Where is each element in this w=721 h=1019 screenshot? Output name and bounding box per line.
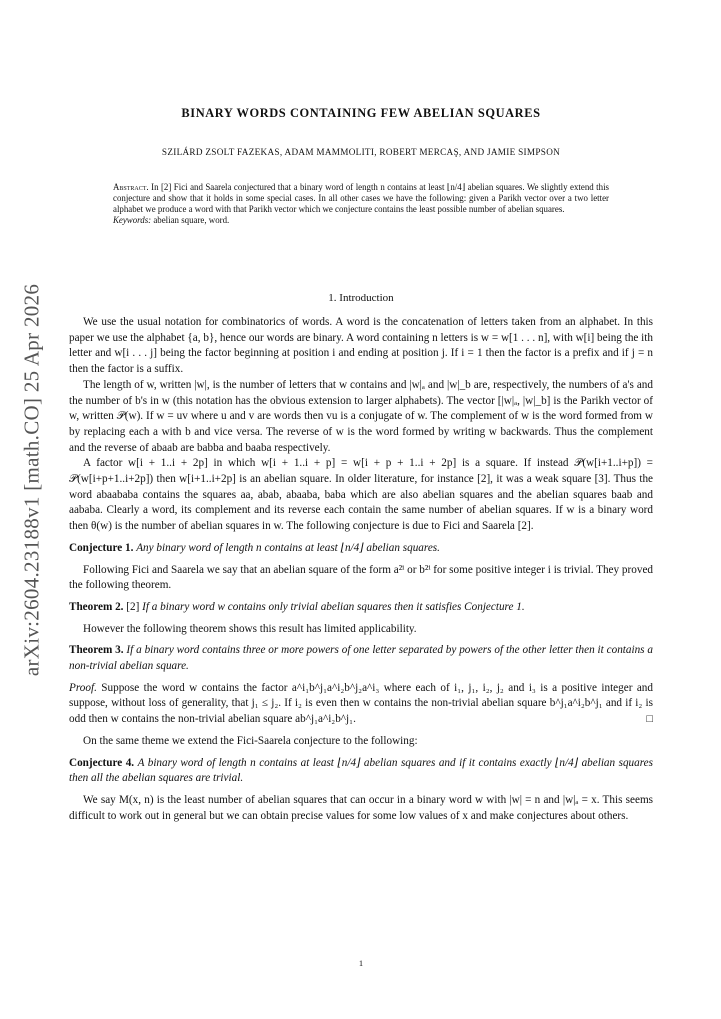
- abstract-label: Abstract.: [113, 182, 149, 192]
- proof-label: Proof.: [69, 681, 97, 694]
- keywords-text: abelian square, word.: [153, 215, 230, 226]
- paragraph-notation: We use the usual notation for combinatorics of words. A word is the concatenation of letters taken from an alphabet. In this paper we use the alphabet {a, b}, hence our words are binary. A word containing n letters is w = w[1 . . . n], with w[i] being the ith letter and w[i . . . j] being the factor beginning at position i and ending at position j. If i = 1 then the factor is a prefix and if j = n then the factor is a suffix.: [69, 316, 653, 376]
- theorem-2-ref: [2]: [126, 600, 140, 613]
- proof-text: Suppose the word w contains the factor a^i₁b^j₁a^i₂b^j₂a^i₃ where each of i₁, j₁, i₂, j₂ and i₃ is a positive integer and suppose, without loss of generality, that j₁ ≤ j₂. If i₂ is even then w contains the non-trivial abelian square b^j₁a^i₂b^j₁ and if i₂ is odd then w contains the non-trivial abelian square ab^j₁a^i₂b^j₁.: [69, 681, 653, 726]
- paragraph-trivial: Following Fici and Saarela we say that an abelian square of the form a²ⁱ or b²ⁱ for some positive integer i is trivial. They proved the following theorem.: [69, 563, 653, 592]
- paragraph-squares: A factor w[i + 1..i + 2p] in which w[i + 1..i + p] = w[i + p + 1..i + 2p] is a square. If instead 𝒫(w[i+1..i+p]) = 𝒫(w[i+p+1..i+2p]) then w[i+1..i+2p] is an abelian square. In older literature, for instance [2], it was a weak square [3]. Thus the word abaababa contains the squares aa, abab, abaaba, baba which are also abelian squares and the abelian squares baab and aababa. Clearly a word, its complement and its reverse each contain the same number of abelian squares. If w is a binary word then θ(w) is the number of abelian squares in w. The following conjecture is due to Fici and Saarela [2].: [69, 457, 653, 533]
- abstract: [113, 182, 609, 226]
- keywords-label: Keywords:: [113, 215, 152, 226]
- qed-symbol: □: [646, 713, 653, 726]
- conjecture-1: [69, 541, 653, 557]
- theorem-2-text: If a binary word w contains only trivial abelian squares then it satisfies Conjecture 1.: [142, 600, 525, 613]
- arxiv-sidebar-id: [12, 280, 52, 680]
- theorem-3-text: If a binary word contains three or more powers of one letter separated by powers of the other letter then it contains a non-trivial abelian square.: [69, 644, 653, 673]
- theorem-2: [69, 600, 653, 616]
- body-text: [69, 315, 653, 824]
- conjecture-4-text: A binary word of length n contains at least ⌊n/4⌋ abelian squares and if it contains exactly ⌊n/4⌋ abelian squares then all the abelian squares are trivial.: [69, 756, 654, 785]
- paragraph-length: The length of w, written |w|, is the number of letters that w contains and |w|ₐ and |w|_b are, respectively, the numbers of a's and the number of b's in w (this notation has the obvious extension to larger alphabets). The vector [|w|ₐ, |w|_b] is the Parikh vector of w, written 𝒫(w). If w = uv where u and v are words then vu is a conjugate of w. The complement of w is the word formed from w by replacing each a with b and vice versa. The reverse of w is the word formed by writing w backwards. Thus the complement and the reverse of abaab are babba and baaba respectively.: [69, 378, 653, 454]
- paragraph-however: However the following theorem shows this result has limited applicability.: [83, 622, 417, 635]
- conjecture-4: [69, 756, 653, 787]
- section-heading: 1. Introduction: [328, 292, 394, 304]
- proof: [69, 681, 653, 728]
- paragraph-last: We say M(x, n) is the least number of abelian squares that can occur in a binary word w with |w| = n and |w|ₐ = x. This seems difficult to work out in general but we can obtain precise values for some low values of x and make conjectures about others.: [69, 793, 653, 822]
- arxiv-id-text: arXiv:2604.23188v1 [math.CO] 25 Apr 2026: [19, 283, 44, 677]
- paper-title: BINARY WORDS CONTAINING FEW ABELIAN SQUARES: [181, 106, 541, 120]
- theorem-2-label: Theorem 2.: [69, 600, 124, 613]
- abstract-text: In [2] Fici and Saarela conjectured that a binary word of length n contains at least ⌊n/4⌋ abelian squares. We slightly extend this conjecture and show that it holds in some special cases. In all other cases we have the following: given a Parikh vector over a two letter alphabet we produce a word with that Parikh vector which we conjecture contains the least possible number of abelian squares.: [113, 182, 609, 215]
- conjecture-4-label: Conjecture 4.: [69, 756, 135, 769]
- theorem-3: [69, 643, 653, 674]
- conjecture-1-text: Any binary word of length n contains at least ⌊n/4⌋ abelian squares.: [136, 541, 440, 554]
- theorem-3-label: Theorem 3.: [69, 644, 124, 657]
- paragraph-same-theme: On the same theme we extend the Fici-Saarela conjecture to the following:: [83, 734, 418, 747]
- page-number: 1: [358, 958, 364, 968]
- conjecture-1-label: Conjecture 1.: [69, 541, 134, 554]
- author-list: SZILÁRD ZSOLT FAZEKAS, ADAM MAMMOLITI, ROBERT MERCAŞ, AND JAMIE SIMPSON: [161, 147, 561, 157]
